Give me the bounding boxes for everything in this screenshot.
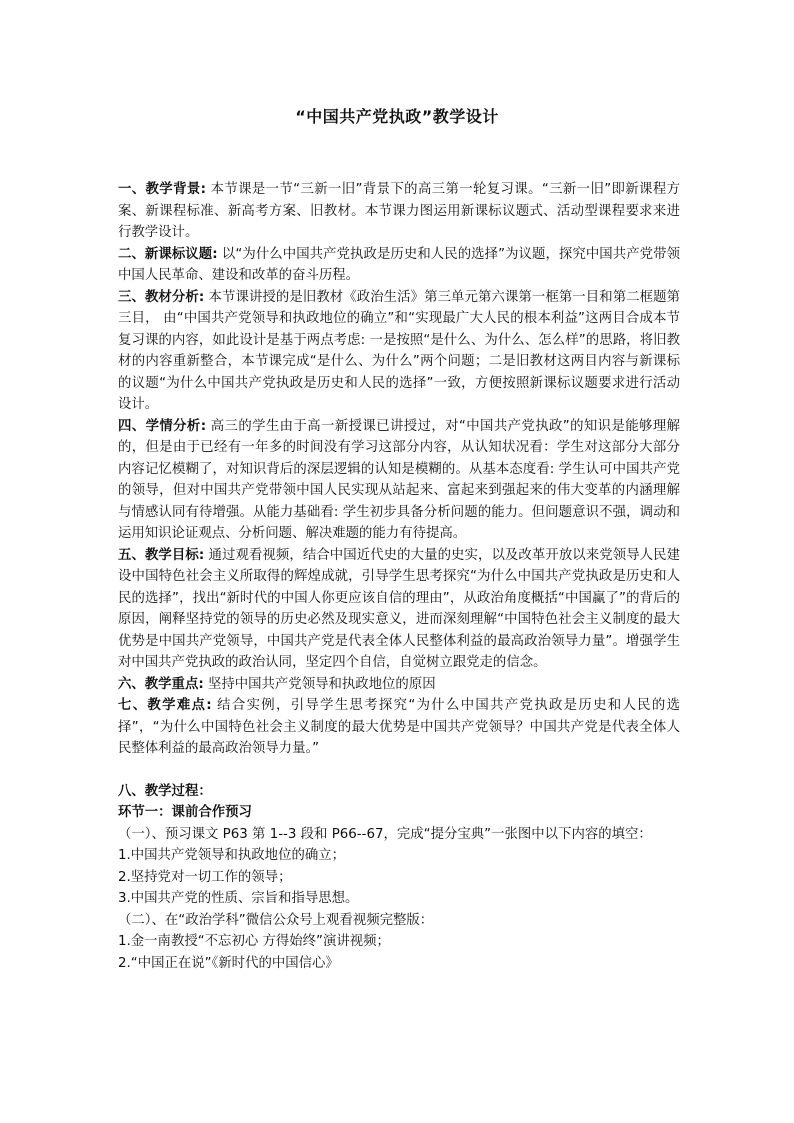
- section-text: 通过观看视频，结合中国近代史的大量的史实，以及改革开放以来党领导人民建设中国特色社会主义所取得的辉煌成就，引导学生思考探究“为什么中国共产党执政是历史和人民的选择”，找出“新时代的中国人你更应该自信的理由”，从政治角度概括“中国赢了”的背后的原因，阐释坚持党的领导的历史必然及现实意义，进而深刻理解“中国特色社会主义制度的最大优势是中国共产党领导，中国共产党是代表全体人民整体利益的最高政治领导力量”。增强学生对中国共产党执政的政治认同，坚定四个自信，自觉树立跟党走的信念。: [118, 547, 680, 670]
- process-line: 2.坚持党对一切工作的领导；: [118, 869, 292, 885]
- section-text: 本节课是一节“三新一旧”背景下的高三第一轮复习课。“三新一旧”即新课程方案、新课程标准、新高考方案、旧教材。本节课力图运用新课标议题式、活动型课程要求来进行教学设计。: [118, 182, 680, 240]
- process-line: 1.中国共产党领导和执政地位的确立；: [118, 848, 346, 863]
- section-label: 四、学情分析:: [118, 418, 207, 434]
- section-text: 本节课讲授的是旧教材《政治生活》第三单元第六课第一框第一目和第二框题第三目， 由“中国共产党领导和执政地位的确立”和“实现最广大人民的根本利益”这两目合成本节复习课的内容，如此设计是基于两点考虑: 一是按照“是什么、为什么、怎么样”的思路，将旧教材的内容重新整合，本节课完成“是什么、为什么”两个问题；二是旧教材这两目内容与新课标的议题“为什么中国共产党执政是历史和人民的选择”一致，方便按照新课标议题要求进行活动设计。: [118, 289, 680, 412]
- process-line: 2.“中国正在说”《新时代的中国信心》: [118, 955, 339, 971]
- section-label: 七、教学难点:: [118, 698, 212, 713]
- section-label: 三、教材分析:: [118, 289, 205, 305]
- section-label: 五、教学目标:: [118, 547, 205, 563]
- process-line: 3.中国共产党的性质、宗旨和指导思想。: [118, 891, 359, 906]
- process-line: 1.金一南教授“不忘初心 方得始终”演讲视频；: [118, 934, 390, 949]
- section-text: 坚持中国共产党领导和执政地位的原因: [203, 676, 436, 692]
- section-student-analysis: [118, 416, 680, 545]
- section-label: 一、教学背景:: [118, 182, 206, 197]
- document-title: “中国共产党执政”教学设计: [295, 107, 499, 126]
- section-label: 二、新课标议题:: [118, 246, 218, 262]
- section-background: [118, 179, 680, 244]
- section-key-points: [118, 674, 680, 696]
- process-line: （一）、预习课文 P63 第 1--3 段和 P66--67，完成“提分宝典”一张图中以下内容的填空：: [118, 826, 652, 842]
- process-heading: 八、教学过程：: [118, 783, 212, 799]
- section-text: 结合实例，引导学生思考探究“为什么中国共产党执政是历史和人民的选择”，“为什么中国特色社会主义制度的最大优势是中国共产党领导？中国共产党是代表全体人民整体利益的最高政治领导力量。”: [118, 698, 680, 756]
- section-topic: [118, 244, 680, 287]
- document-body: [118, 179, 680, 974]
- section-difficulties: [118, 695, 680, 760]
- section-label: 六、教学重点:: [118, 676, 204, 692]
- process-line: （二）、在“政治学科”微信公众号上观看视频完整版：: [118, 912, 434, 928]
- section-textbook-analysis: [118, 287, 680, 416]
- section-text: 以“为什么中国共产党执政是历史和人民的选择”为议题，探究中国共产党带领中国人民革命、建设和改革的奋斗历程。: [118, 246, 680, 283]
- section-objectives: [118, 545, 680, 674]
- section-text: 高三的学生由于高一新授课已讲授过，对“中国共产党执政”的知识是能够理解的，但是由于已经有一年多的时间没有学习这部分内容，从认知状况看：学生对这部分大部分内容记忆模糊了，对知识背后的深层逻辑的认知是模糊的。从基本态度看: 学生认可中国共产党的领导，但对中国共产党带领中国人民实现从站起来、富起来到强起来的伟大变革的内涵理解与情感认同有待增强。从能力基础看: 学生初步具备分析问题的能力。但问题意识不强，调动和运用知识论证观点、分析问题、解决难题的能力有待提高。: [118, 418, 680, 541]
- step-one-heading: 环节一：课前合作预习: [118, 805, 252, 820]
- spacer: [118, 760, 680, 781]
